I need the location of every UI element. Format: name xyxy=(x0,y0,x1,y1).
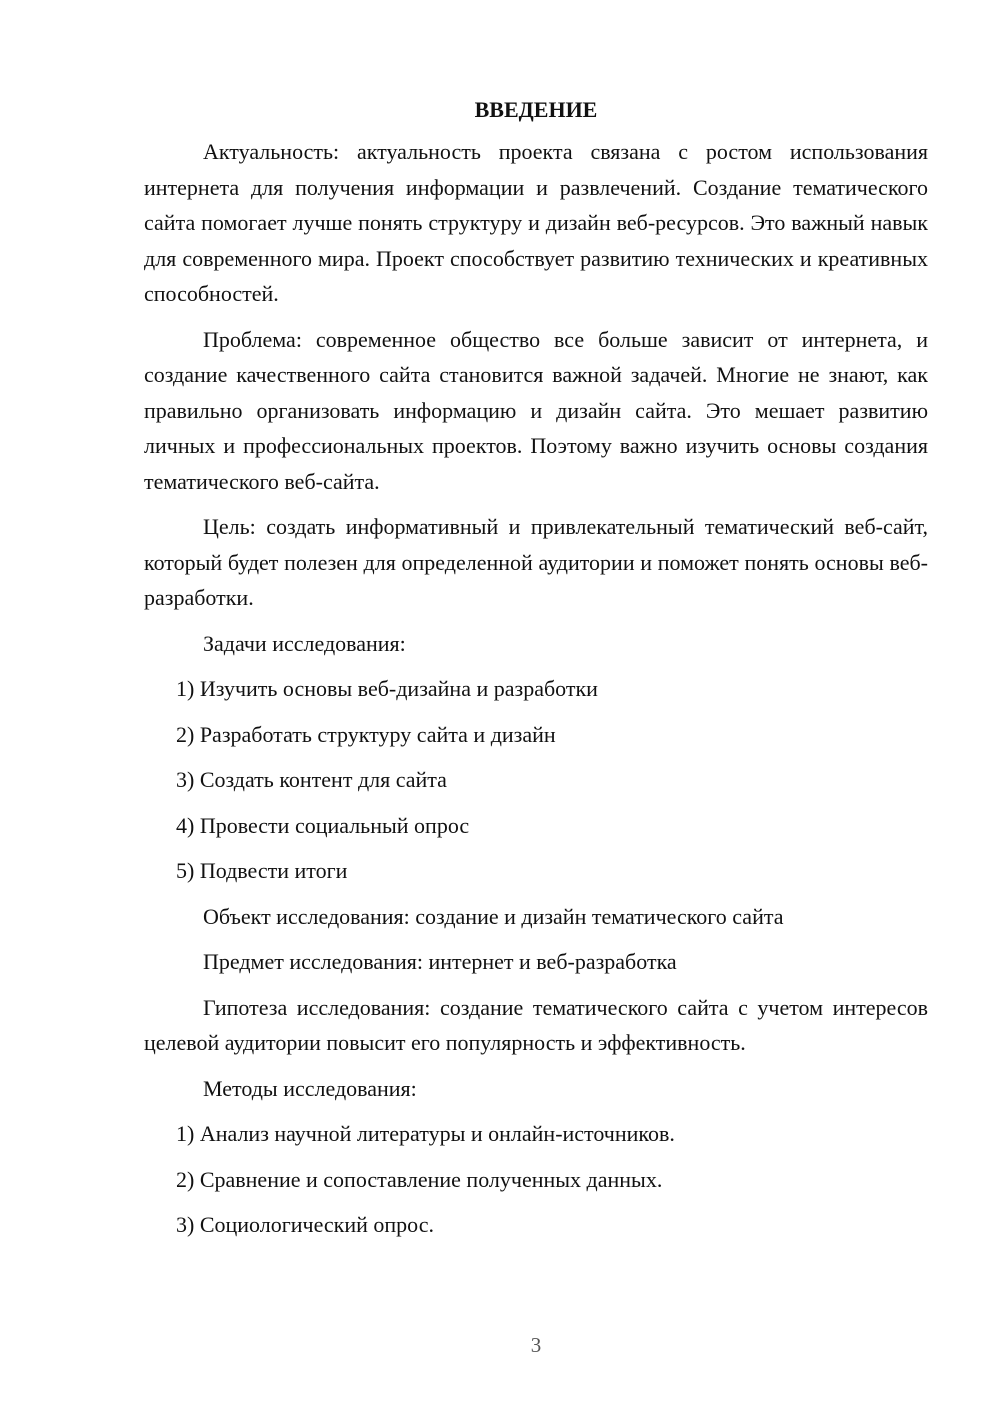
task-item: 1) Изучить основы веб-дизайна и разработки xyxy=(176,676,598,701)
method-item: 1) Анализ научной литературы и онлайн-источников. xyxy=(176,1121,675,1146)
task-item: 3) Создать контент для сайта xyxy=(176,767,447,792)
problem-paragraph: Проблема: современное общество все больше зависит от интернета, и создание качественного сайта становится важной задачей. Многие не знают, как правильно организовать информацию и дизайн сайта. Это мешает развитию личных и профессиональных проектов. Поэтому важно изучить основы создания тематического веб-сайта. xyxy=(144,326,928,494)
method-item: 2) Сравнение и сопоставление полученных данных. xyxy=(176,1166,663,1192)
research-subject: Предмет исследования: интернет и веб-разработка xyxy=(203,949,677,974)
relevance-paragraph: Актуальность: актуальность проекта связана с ростом использования интернета для получения информации и развлечений. Создание тематического сайта помогает лучше понять структуру и дизайн веб-ресурсов. Это важный навык для современного мира. Проект способствует развитию технических и креативных способностей. xyxy=(144,139,928,306)
page-number-footer xyxy=(0,1330,1000,1360)
page-body xyxy=(144,92,928,1253)
method-item: 3) Социологический опрос. xyxy=(176,1212,434,1237)
section-heading: ВВЕДЕНИЕ xyxy=(474,97,598,122)
hypothesis-paragraph: Гипотеза исследования: создание тематического сайта с учетом интересов целевой аудитории повысит его популярность и эффективность. xyxy=(144,994,928,1055)
task-item: 2) Разработать структуру сайта и дизайн xyxy=(176,721,556,747)
methods-title: Методы исследования: xyxy=(203,1075,417,1101)
research-object: Объект исследования: создание и дизайн тематического сайта xyxy=(203,903,784,929)
task-item: 5) Подвести итоги xyxy=(176,858,348,883)
page-number: 3 xyxy=(530,1333,542,1357)
goal-paragraph: Цель: создать информативный и привлекательный тематический веб-сайт, который будет полезен для определенной аудитории и поможет понять основы веб-разработки. xyxy=(144,514,928,610)
tasks-title: Задачи исследования: xyxy=(203,630,406,656)
task-item: 4) Провести социальный опрос xyxy=(176,812,470,838)
